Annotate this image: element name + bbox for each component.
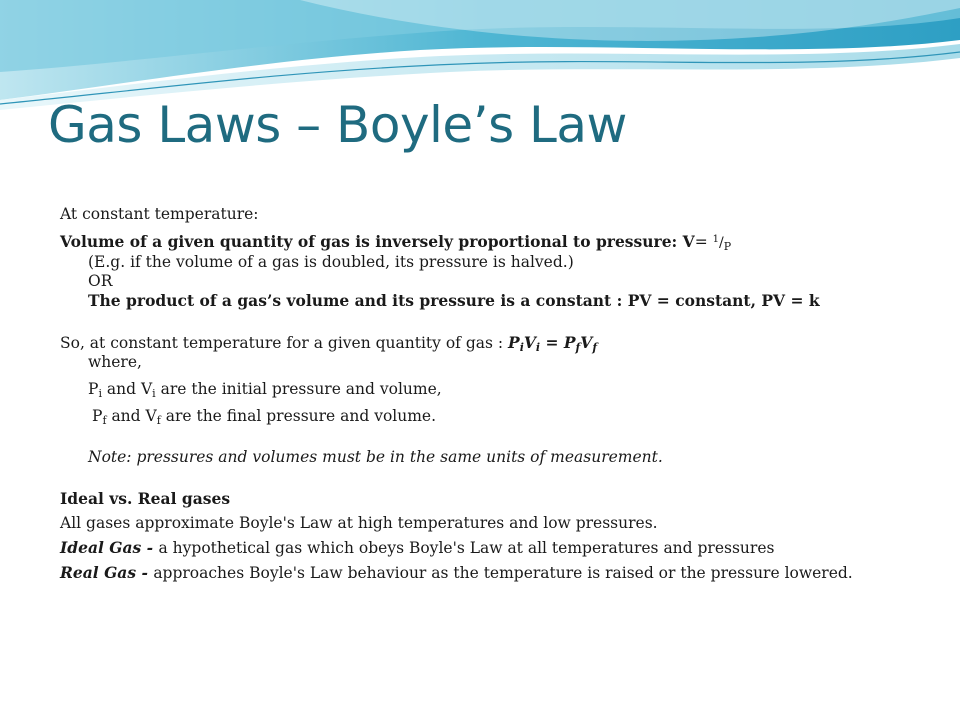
- ideal-gas-text: a hypothetical gas which obeys Boyle's Law at all temperatures and pressures: [158, 539, 775, 557]
- eq-equals: =: [540, 333, 564, 352]
- approx-text: All gases approximate Boyle's Law at high temperatures and low pressures.: [60, 514, 658, 532]
- real-gas-label: Real Gas -: [60, 563, 154, 582]
- note-italic: Note: pressures and volumes must be in the same units of measurement.: [88, 448, 663, 466]
- eq-pf-sub: f: [575, 341, 581, 354]
- eq-pi: P: [508, 333, 520, 352]
- real-gas-text: approaches Boyle's Law behaviour as the temperature is raised or the pressure lowered.: [153, 564, 853, 582]
- def2-rest: are the final pressure and volume.: [160, 407, 437, 425]
- law2-text: The product of a gas’s volume and its pressure is a constant : PV = constant, PV = k: [88, 291, 820, 310]
- example-text: (E.g. if the volume of a gas is doubled, its pressure is halved.): [88, 253, 574, 271]
- so-text: So, at constant temperature for a given quantity of gas :: [60, 334, 509, 352]
- law1-text: Volume of a given quantity of gas is inversely proportional to pressure:: [60, 232, 683, 251]
- eq-vf-sub: f: [592, 341, 598, 354]
- law1-num: 1: [712, 234, 719, 245]
- def1-v-sub: i: [152, 387, 156, 400]
- law1-v: V: [682, 232, 695, 251]
- or-text: OR: [88, 272, 113, 290]
- eq-vi-sub: i: [535, 341, 541, 354]
- note-text: [88, 448, 920, 467]
- equation-line: [60, 333, 920, 353]
- eq-vf: V: [580, 333, 593, 352]
- def1-p-sub: i: [98, 387, 102, 400]
- law-statement-product: [88, 291, 920, 311]
- where-text: where,: [88, 353, 142, 371]
- definition-final: [88, 407, 920, 426]
- def2-and: and V: [106, 407, 157, 425]
- eq-pi-sub: i: [519, 341, 524, 354]
- def1-and: and V: [101, 380, 153, 398]
- def2-p: P: [92, 407, 103, 425]
- law1-eq: =: [694, 233, 713, 251]
- ideal-gas-definition: [60, 538, 920, 558]
- ideal-real-heading: Ideal vs. Real gases: [60, 489, 231, 508]
- section-heading-ideal-real: [60, 489, 920, 509]
- def2-p-sub: f: [102, 414, 107, 427]
- slide-body: [60, 205, 920, 583]
- eq-vi: V: [523, 333, 536, 352]
- law-statement-inverse: [60, 232, 920, 253]
- slide-title: Gas Laws – Boyle’s Law: [48, 96, 627, 154]
- ideal-gas-label: Ideal Gas -: [60, 538, 159, 557]
- def1-p: P: [88, 380, 99, 398]
- definition-initial: [88, 380, 920, 399]
- law1-den: P: [723, 240, 732, 253]
- def2-v-sub: f: [156, 414, 161, 427]
- eq-pf: P: [563, 333, 576, 352]
- law1-slash: /: [719, 235, 724, 251]
- real-gas-definition: [60, 563, 920, 583]
- intro-text: At constant temperature:: [60, 205, 259, 223]
- def1-rest: are the initial pressure and volume,: [155, 380, 442, 398]
